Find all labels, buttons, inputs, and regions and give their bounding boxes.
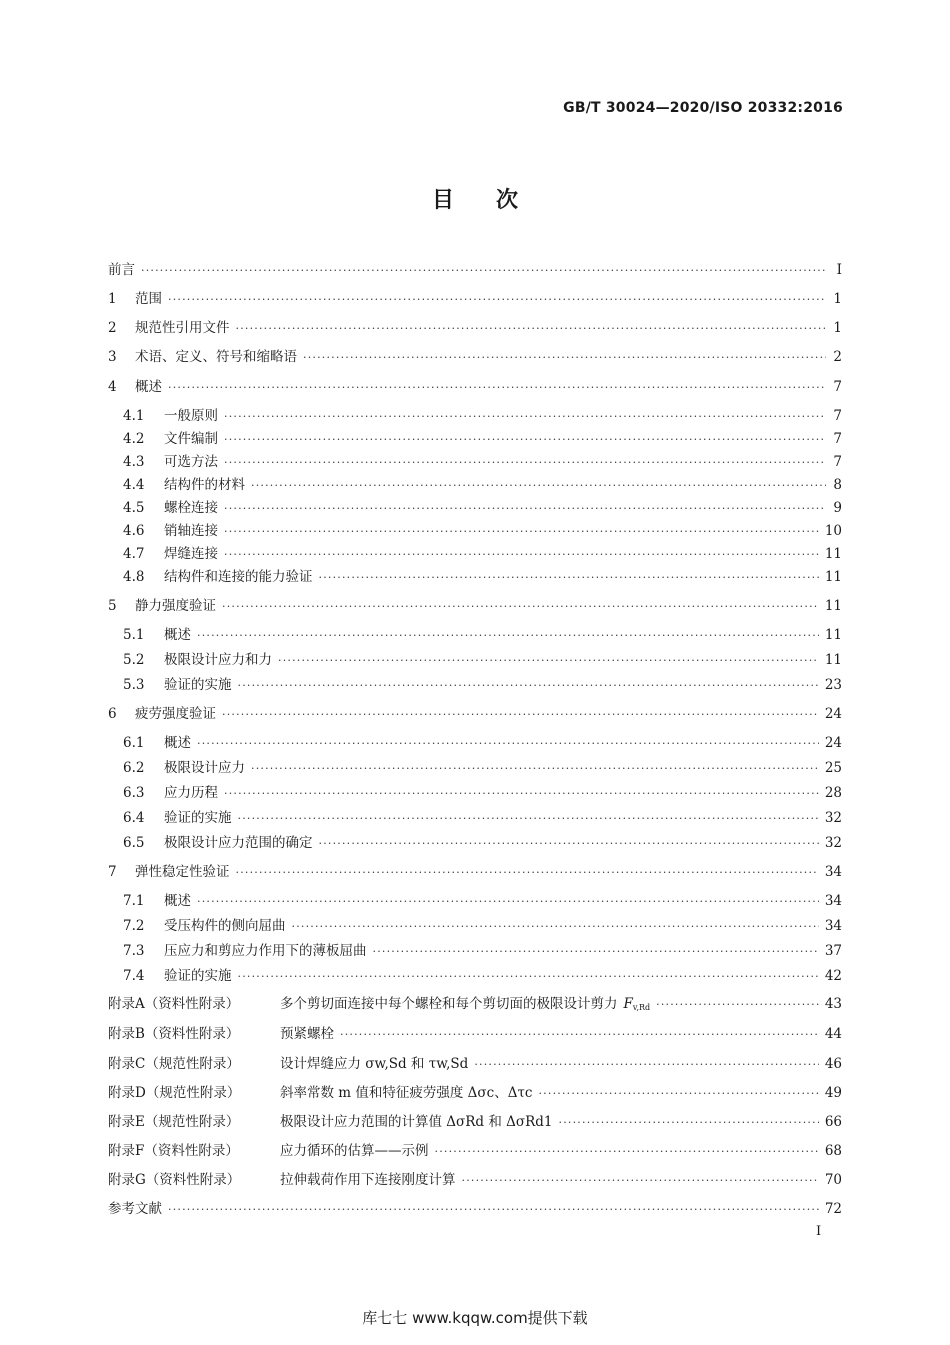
toc-entry[interactable]	[123, 808, 842, 828]
toc-entry[interactable]	[123, 833, 842, 853]
toc-entry-math	[618, 994, 651, 1018]
toc-entry-label: 螺栓连接	[164, 500, 218, 516]
toc-entry-label: 概述	[164, 627, 191, 643]
toc-entry-number: 附录G（资料性附录）	[108, 1172, 241, 1188]
toc-entry-page: 25	[824, 760, 842, 776]
dot-leader	[559, 1113, 819, 1133]
toc-entry[interactable]	[123, 625, 842, 645]
title-char-2: 次	[496, 188, 519, 213]
toc-entry-label: 极限设计应力范围的确定	[164, 835, 313, 851]
dot-leader	[435, 1142, 819, 1162]
toc-entry-page: 34	[824, 864, 842, 880]
toc-entry-page: 11	[824, 598, 842, 614]
toc-entry-number: 2	[108, 320, 117, 336]
toc-entry-label: 一般原则	[164, 408, 218, 424]
toc-entry-label: 静力强度验证	[135, 598, 216, 614]
toc-entry-page: 7	[833, 408, 842, 424]
toc-entry-number: 6.4	[123, 810, 145, 826]
dot-leader	[319, 834, 819, 854]
toc-entry-number: 4.2	[123, 431, 145, 447]
footer-watermark: 库七七 www.kqqw.com提供下载	[362, 1309, 588, 1327]
toc-entry[interactable]	[108, 318, 842, 338]
dot-leader	[236, 319, 827, 339]
toc-entry-number: 附录A（资料性附录）	[108, 996, 240, 1012]
dot-leader	[197, 892, 819, 912]
toc-entry-page: 11	[824, 652, 842, 668]
toc-entry-number: 7.2	[123, 918, 145, 934]
toc-entry[interactable]	[108, 1054, 842, 1074]
toc-entry-label: 结构件的材料	[164, 477, 245, 493]
dot-leader	[224, 430, 826, 450]
toc-entry-number: 1	[108, 291, 117, 307]
dot-leader	[462, 1171, 819, 1191]
toc-entry-number: 6	[108, 706, 117, 722]
toc-entry-number: 6.1	[123, 735, 145, 751]
page-title	[0, 183, 950, 214]
toc-entry-number: 4.4	[123, 477, 145, 493]
dot-leader	[303, 348, 826, 368]
toc-entry-label: 斜率常数 m 值和特征疲劳强度 Δσc、Δτc	[280, 1085, 533, 1101]
toc-entry-label: 极限设计应力	[164, 760, 245, 776]
toc-entry-number: 7.3	[123, 943, 145, 959]
toc-entry-label: 设计焊缝应力 σw,Sd 和 τw,Sd	[280, 1056, 469, 1072]
toc-entry[interactable]	[108, 347, 842, 367]
toc-entry-page: 1	[833, 320, 842, 336]
toc-entry[interactable]	[123, 452, 842, 472]
toc-entry-label: 疲劳强度验证	[135, 706, 216, 722]
toc-entry-number: 4.6	[123, 523, 145, 539]
toc-entry[interactable]	[108, 1083, 842, 1103]
toc-entry-page: 72	[824, 1201, 842, 1217]
toc-entry-page: 11	[824, 546, 842, 562]
toc-entry-number: 7.1	[123, 893, 145, 909]
dot-leader	[251, 759, 819, 779]
toc-entry[interactable]	[108, 289, 842, 309]
dot-leader	[168, 1200, 819, 1220]
toc-entry-label: 焊缝连接	[164, 546, 218, 562]
toc-entry[interactable]	[123, 429, 842, 449]
toc-entry-number: 4	[108, 379, 117, 395]
dot-leader	[197, 734, 819, 754]
toc-entry[interactable]	[123, 941, 842, 961]
toc-entry-number: 6.2	[123, 760, 145, 776]
toc-entry-number: 4.3	[123, 454, 145, 470]
dot-leader	[141, 261, 826, 281]
dot-leader	[656, 995, 819, 1015]
toc-entry-number: 附录B（资料性附录）	[108, 1026, 240, 1042]
toc-entry-page: 7	[833, 454, 842, 470]
toc-entry-page: 24	[824, 735, 842, 751]
dot-leader	[224, 499, 826, 519]
dot-leader	[278, 651, 819, 671]
math-subscript: v,Rd	[632, 1003, 651, 1012]
toc-entry[interactable]	[108, 1141, 842, 1161]
toc-entry[interactable]	[123, 567, 842, 587]
toc-entry-number: 5.2	[123, 652, 145, 668]
toc-entry-label: 拉伸载荷作用下连接刚度计算	[280, 1172, 456, 1188]
toc-entry-page: 34	[824, 918, 842, 934]
toc-entry-label: 术语、定义、符号和缩略语	[135, 349, 297, 365]
toc-entry-page: 23	[824, 677, 842, 693]
toc-entry-number: 附录F（资料性附录）	[108, 1143, 239, 1159]
dot-leader	[222, 705, 819, 725]
dot-leader	[251, 476, 826, 496]
toc-entry-page: 43	[824, 996, 842, 1012]
toc-entry-label: 范围	[135, 291, 162, 307]
toc-entry-page: 70	[824, 1172, 842, 1188]
toc-entry-page: 34	[824, 893, 842, 909]
toc-entry[interactable]	[108, 862, 842, 882]
toc-entry[interactable]	[123, 916, 842, 936]
toc-entry[interactable]	[108, 377, 842, 397]
toc-entry-number: 附录E（规范性附录）	[108, 1114, 240, 1130]
toc-entry-number: 7.4	[123, 968, 145, 984]
toc-entry-page: 32	[824, 810, 842, 826]
dot-leader	[224, 784, 819, 804]
page-folio: Ⅰ	[816, 1224, 822, 1239]
title-char-1: 目	[431, 188, 454, 213]
dot-leader	[224, 545, 819, 565]
toc-entry[interactable]	[123, 783, 842, 803]
toc-entry[interactable]	[123, 675, 842, 695]
toc-entry-number: 3	[108, 349, 117, 365]
standard-number: GB/T 30024—2020/ISO 20332:2016	[563, 100, 843, 116]
toc-entry-number: 6.5	[123, 835, 145, 851]
toc-entry-label: 压应力和剪应力作用下的薄板屈曲	[164, 943, 367, 959]
toc-entry-page: 37	[824, 943, 842, 959]
toc-entry-page: 2	[833, 349, 842, 365]
toc-entry-number: 附录D（规范性附录）	[108, 1085, 241, 1101]
toc-entry-number: 4.5	[123, 500, 145, 516]
toc-entry[interactable]	[123, 966, 842, 986]
toc-entry-label: 验证的实施	[164, 677, 232, 693]
toc-entry[interactable]	[108, 1170, 842, 1190]
dot-leader	[168, 290, 826, 310]
dot-leader	[319, 568, 819, 588]
dot-leader	[538, 1084, 818, 1104]
toc-entry[interactable]	[108, 1199, 842, 1219]
toc-entry-number: 4.1	[123, 408, 145, 424]
toc-entry-label: 极限设计应力和力	[164, 652, 272, 668]
dot-leader	[340, 1025, 819, 1045]
toc-entry-number: 5	[108, 598, 117, 614]
toc-entry[interactable]	[123, 650, 842, 670]
toc-entry-page: 46	[824, 1056, 842, 1072]
dot-leader	[236, 863, 819, 883]
toc-entry-page: 8	[833, 477, 842, 493]
toc-entry-label: 规范性引用文件	[135, 320, 230, 336]
toc-entry[interactable]	[108, 994, 842, 1014]
toc-entry-label: 文件编制	[164, 431, 218, 447]
toc-entry-label: 弹性稳定性验证	[135, 864, 230, 880]
toc-entry-page: 11	[824, 627, 842, 643]
toc-entry[interactable]	[108, 596, 842, 616]
toc-entry-page: 10	[824, 523, 842, 539]
dot-leader	[474, 1055, 818, 1075]
toc-entry-page: 42	[824, 968, 842, 984]
toc-entry-page: 28	[824, 785, 842, 801]
toc-entry-label: 应力循环的估算——示例	[280, 1143, 429, 1159]
toc-entry[interactable]	[108, 1112, 842, 1132]
toc-entry-page: 44	[824, 1026, 842, 1042]
toc-entry-label: 应力历程	[164, 785, 218, 801]
toc-entry-page: Ⅰ	[836, 262, 842, 278]
dot-leader	[168, 378, 826, 398]
dot-leader	[238, 809, 819, 829]
toc-entry[interactable]	[123, 733, 842, 753]
dot-leader	[224, 407, 826, 427]
toc-entry-page: 68	[824, 1143, 842, 1159]
toc-entry[interactable]	[123, 891, 842, 911]
toc-entry[interactable]	[123, 406, 842, 426]
toc-entry-number: 5.3	[123, 677, 145, 693]
toc-entry[interactable]	[123, 521, 842, 541]
toc-entry-number: 4.7	[123, 546, 145, 562]
toc-entry-page: 24	[824, 706, 842, 722]
toc-entry-label: 验证的实施	[164, 968, 232, 984]
toc-entry-number: 5.1	[123, 627, 145, 643]
toc-entry-label: 销轴连接	[164, 523, 218, 539]
toc-entry-page: 7	[833, 379, 842, 395]
toc-entry[interactable]	[123, 475, 842, 495]
toc-entry-label: 概述	[135, 379, 162, 395]
toc-entry[interactable]	[108, 260, 842, 280]
toc-entry[interactable]	[123, 758, 842, 778]
toc-entry-number: 附录C（规范性附录）	[108, 1056, 240, 1072]
toc-entry-page: 1	[833, 291, 842, 307]
toc-entry-number: 4.8	[123, 569, 145, 585]
toc-entry-number: 7	[108, 864, 117, 880]
toc-entry-label: 多个剪切面连接中每个螺栓和每个剪切面的极限设计剪力	[280, 996, 618, 1012]
toc-entry-label: 结构件和连接的能力验证	[164, 569, 313, 585]
dot-leader	[224, 453, 826, 473]
toc-entry-page: 9	[833, 500, 842, 516]
dot-leader	[238, 676, 819, 696]
dot-leader	[373, 942, 819, 962]
toc-entry-label: 可选方法	[164, 454, 218, 470]
toc-entry-page: 11	[824, 569, 842, 585]
toc-entry-page: 7	[833, 431, 842, 447]
dot-leader	[224, 522, 819, 542]
toc-entry-label: 受压构件的侧向屈曲	[164, 918, 286, 934]
toc-entry-label: 预紧螺栓	[280, 1026, 334, 1042]
toc-entry-label: 极限设计应力范围的计算值 ΔσRd 和 ΔσRd1	[280, 1114, 553, 1130]
toc-entry-number: 6.3	[123, 785, 145, 801]
toc-entry-page: 32	[824, 835, 842, 851]
toc-entry[interactable]	[123, 544, 842, 564]
toc-entry[interactable]	[123, 498, 842, 518]
toc-entry-label: 概述	[164, 893, 191, 909]
toc-entry-page: 66	[824, 1114, 842, 1130]
dot-leader	[292, 917, 819, 937]
toc-entry-page: 49	[824, 1085, 842, 1101]
toc-entry-label: 验证的实施	[164, 810, 232, 826]
toc-entry-label: 参考文献	[108, 1201, 162, 1217]
math-symbol: F	[623, 996, 633, 1012]
dot-leader	[238, 967, 819, 987]
dot-leader	[222, 597, 819, 617]
dot-leader	[197, 626, 819, 646]
toc-entry-label: 前言	[108, 262, 135, 278]
toc-entry-label: 概述	[164, 735, 191, 751]
toc-entry[interactable]	[108, 704, 842, 724]
toc-entry[interactable]	[108, 1024, 842, 1044]
